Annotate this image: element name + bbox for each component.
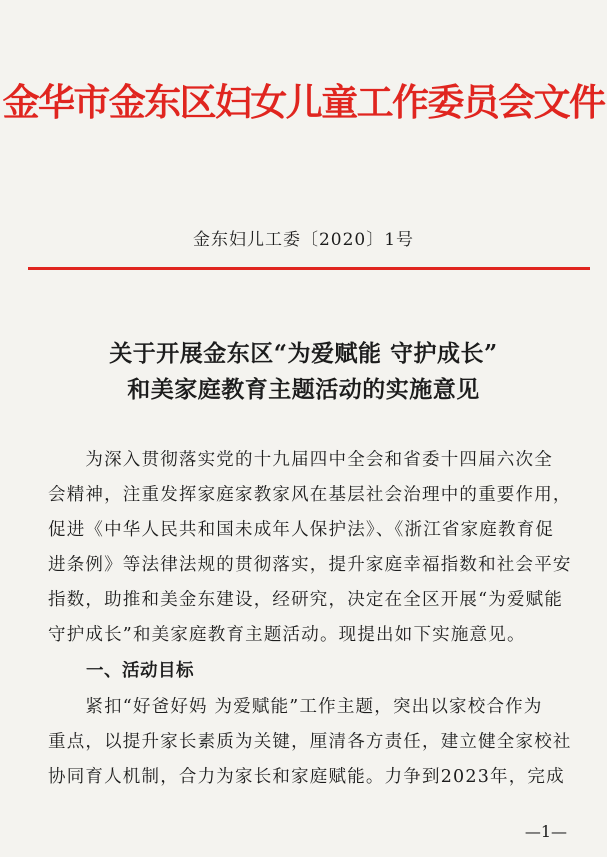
document-header-title: 金华市金东区妇女儿童工作委员会文件 bbox=[2, 80, 605, 124]
body-paragraph-line: 为深入贯彻落实党的十九届四中全会和省委十四届六次全 bbox=[48, 450, 553, 470]
body-paragraph-line: 紧扣“好爸好妈 为爱赋能”工作主题，突出以家校合作为 bbox=[48, 697, 543, 717]
document-title-line-2: 和美家庭教育主题活动的实施意见 bbox=[127, 376, 480, 403]
red-separator-line bbox=[28, 267, 590, 270]
document-number: 金东妇儿工委〔2020〕1号 bbox=[192, 230, 415, 250]
body-paragraph-line: 重点，以提升家长素质为关键，厘清各方责任，建立健全家校社 bbox=[48, 732, 572, 752]
page-number: —1— bbox=[524, 822, 567, 841]
document-title-line-1: 关于开展金东区“为爱赋能 守护成长” bbox=[109, 340, 498, 367]
body-paragraph-line: 指数，助推和美金东建设，经研究，决定在全区开展“为爱赋能 bbox=[48, 590, 564, 610]
body-paragraph-line: 促进《中华人民共和国未成年人保护法》、《浙江省家庭教育促 bbox=[48, 520, 555, 540]
section-heading: 一、活动目标 bbox=[86, 661, 194, 681]
body-paragraph-line: 守护成长”和美家庭教育主题活动。现提出如下实施意见。 bbox=[48, 625, 526, 645]
body-paragraph-line: 会精神，注重发挥家庭家教家风在基层社会治理中的重要作用， bbox=[48, 485, 572, 505]
body-paragraph-line: 协同育人机制，合力为家长和家庭赋能。力争到2023年，完成 bbox=[48, 767, 565, 787]
body-paragraph-line: 进条例》等法律法规的贯彻落实，提升家庭幸福指数和社会平安 bbox=[48, 555, 572, 575]
